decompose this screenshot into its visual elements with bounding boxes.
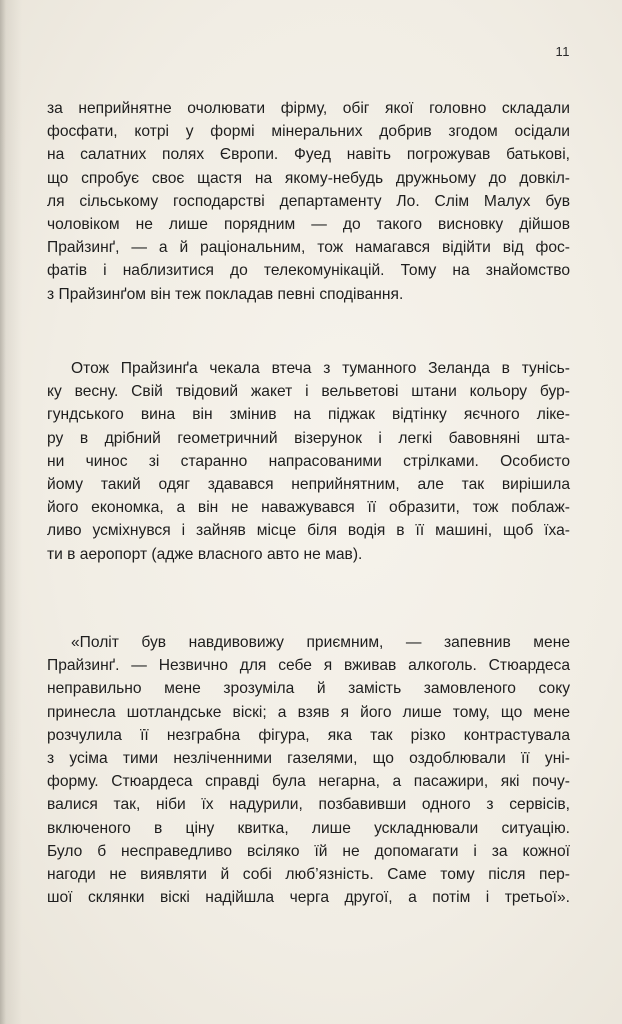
paragraph-3 bbox=[47, 631, 570, 909]
text-line: нагоди не виявляти й собі люб’язність. Саме тому після пер- bbox=[47, 866, 570, 884]
text-line: шої склянки віскі надійшла черга другої, а потім і третьої». bbox=[47, 889, 570, 907]
text-line: неправильно мене зрозуміла й замість замовленого соку bbox=[47, 680, 570, 698]
text-line: Прайзинґ. — Незвично для себе я вживав алкоголь. Стюардеса bbox=[47, 657, 570, 675]
text-line: включеного в ціну квитка, лише ускладнювали ситуацію. bbox=[47, 819, 570, 837]
text-line: Отож Прайзинґа чекала втеча з туманного Зеланда в тунісь- bbox=[71, 360, 570, 377]
text-line: валися так, ніби їх надурили, позбавивши одного з сервісів, bbox=[47, 796, 570, 814]
text-line: Прайзинґ, — а й раціональним, тож намагався відійти від фос- bbox=[47, 239, 570, 257]
text-line: ти в аеропорт (адже власного авто не мав). bbox=[47, 545, 363, 563]
text-line: розчулила її незграбна фігура, яка так різко контрастувала bbox=[47, 726, 570, 744]
text-line: ливо усміхнувся і зайняв місце біля водія в її машині, щоб їха- bbox=[47, 522, 570, 540]
text-line: чоловіком не лише порядним — до такого висновку дійшов bbox=[47, 216, 570, 234]
text-line: ни чинос зі старанно напрасованими стрілками. Особисто bbox=[47, 452, 570, 470]
page-number: 11 bbox=[555, 44, 570, 59]
text-line: ру в дрібний геометричний візерунок і легкі бавовняні шта- bbox=[47, 429, 570, 447]
text-line: фосфати, котрі у формі мінеральних добрив згодом осідали bbox=[47, 123, 570, 141]
text-line: з Прайзинґом він теж покладав певні сподівання. bbox=[47, 285, 404, 303]
text-line: з усіма тими незліченними газелями, що оздоблювали її уні- bbox=[47, 750, 570, 768]
text-line: Було б несправедливо всіляко їй не допомагати і за кожної bbox=[47, 842, 570, 860]
text-line: ку весну. Свій твідовий жакет і вельветові штани кольору бур- bbox=[47, 383, 570, 401]
text-line: принесла шотландське віскі; а взяв я його лише тому, що мене bbox=[47, 703, 570, 721]
text-line: «Політ був навдивовижу приємним, — запевнив мене bbox=[71, 634, 570, 651]
text-line: гундського вина він змінив на піджак відтінку яєчного лікe- bbox=[47, 406, 570, 424]
text-line: за неприйнятне очолювати фірму, обіг якої головно складали bbox=[47, 100, 570, 117]
text-line: форму. Стюардеса справді була негарна, а пасажири, які почу- bbox=[47, 773, 570, 791]
paragraph-1 bbox=[47, 97, 570, 306]
text-line: що спробує своє щастя на якому-небудь дружньому до довкіл- bbox=[47, 169, 570, 187]
text-line: його економка, а він не наважувався її образити, тож поблаж- bbox=[47, 499, 570, 517]
paragraph-2 bbox=[47, 357, 570, 566]
text-line: на салатних полях Європи. Фуед навіть погрожував батькові, bbox=[47, 146, 570, 164]
text-line: ля сільському господарстві департаменту Ло. Слім Малух був bbox=[47, 192, 570, 210]
text-line: фатів і наблизитися до телекомунікацій. Тому на знайомство bbox=[47, 262, 570, 280]
text-line: йому такий одяг здавався неприйнятним, але так вирішила bbox=[47, 476, 570, 494]
